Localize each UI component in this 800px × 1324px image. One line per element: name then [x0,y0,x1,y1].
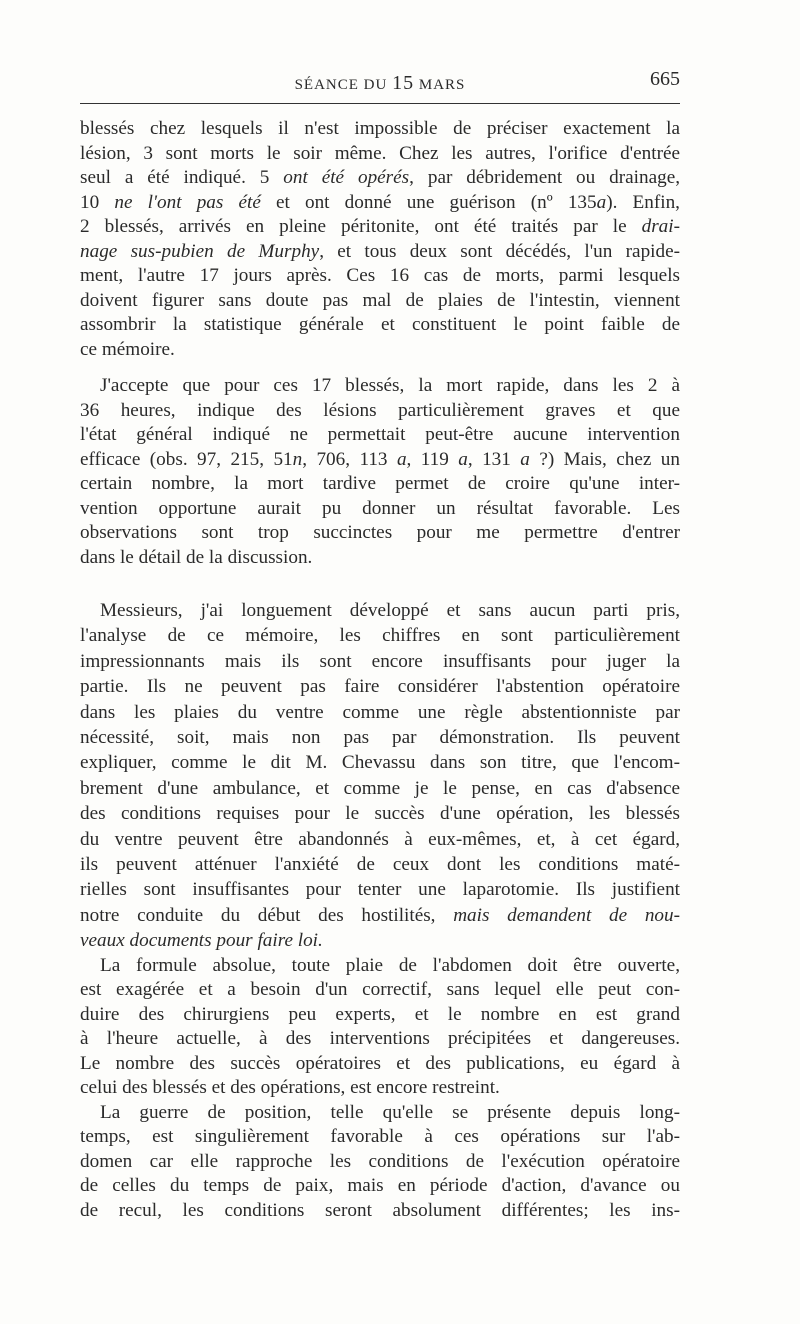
text-segment: ment, l'autre 17 jours après. Ces 16 cas de morts, parmi lesquels [80,265,680,286]
running-title-month: MARS [414,77,466,93]
text-segment: blessés chez lesquels il n'est impossible de préciser exactement la [80,118,680,139]
text-line [80,978,680,1003]
text-line [80,1150,680,1175]
italic-text: a [520,448,530,470]
text-line [80,399,680,424]
text-line [80,313,680,338]
text-segment: , 131 [467,448,521,470]
text-segment: J'accepte que pour ces 17 blessés, la mort rapide, dans les 2 à [100,375,680,396]
text-line [80,1125,680,1150]
text-line [80,649,680,674]
text-segment: temps, est singulièrement favorable à ces opérations sur l'ab- [80,1126,680,1148]
text-segment: Messieurs, j'ai longuement développé et sans aucun parti pris, [100,600,680,621]
text-segment: seul a été indiqué. 5 [80,167,284,188]
text-line [80,700,680,725]
text-line [80,928,680,953]
text-line [80,191,680,216]
text-segment: dans les plaies du ventre comme une règle abstentionniste par [80,701,680,723]
text-line [80,750,680,775]
text-line [80,1101,680,1126]
italic-text: nage sus-pubien de Murphy [80,240,320,262]
text-segment: dans le détail de la discussion. [80,546,313,568]
paragraph [80,374,680,570]
text-segment: domen car elle rapproche les conditions de l'exécution opératoire [80,1150,680,1172]
text-segment: est exagérée et a besoin d'un correctif, sans lequel elle peut con- [80,979,680,1001]
text-line [80,1003,680,1028]
page-number: 665 [650,68,680,90]
text-segment: , et tous deux sont décédés, l'un rapide- [319,240,680,262]
text-segment: partie. Ils ne peuvent pas faire considérer l'abstention opératoire [80,676,680,698]
running-title-text: SÉANCE DU [294,77,393,93]
text-line [80,142,680,167]
running-header [80,68,680,96]
text-segment: , par débridement ou drainage, [409,167,681,188]
text-line [80,852,680,877]
text-line [80,166,680,191]
header-rule [80,103,680,104]
text-segment: du ventre peuvent être abandonnés à eux-mêmes, et, à cet égard, [80,828,680,850]
paragraph [80,117,680,362]
running-title [80,72,680,95]
text-line [80,374,680,399]
text-line [80,877,680,902]
text-segment: impressionnants mais ils sont encore insuffisants pour juger la [80,650,680,672]
italic-text: ne l'ont pas été [114,191,261,213]
text-line [80,954,680,979]
text-segment: et ont donné une guérison (nº 135 [260,191,597,213]
italic-text: veaux documents pour faire loi. [80,930,323,952]
text-segment: brement d'une ambulance, et comme je le pense, en cas d'absence [80,777,680,799]
text-line [80,623,680,648]
text-line [80,725,680,750]
text-segment: duire des chirurgiens peu experts, et le nombre en est grand [80,1003,680,1025]
text-line [80,1174,680,1199]
body-text [80,117,680,1223]
text-segment: l'analyse de ce mémoire, les chiffres en sont particulièrement [80,625,680,647]
text-segment: 2 blessés, arrivés en pleine péritonite, ont été traités par le [80,216,642,237]
text-line [80,598,680,623]
text-line [80,497,680,522]
text-segment: celui des blessés et des opérations, est encore restreint. [80,1077,500,1099]
italic-text: mais demandent de nou- [453,904,681,926]
running-title-date: 15 [392,72,415,94]
text-line [80,448,680,473]
text-segment: Le nombre des succès opératoires et des publications, eu égard à [80,1052,680,1074]
italic-text: ont été opérés [283,167,410,188]
text-segment: , 119 [406,448,459,470]
text-segment: efficace (obs. 97, 215, 51 [80,448,293,470]
text-segment: , 706, 113 [302,448,397,470]
text-line [80,423,680,448]
italic-text: a [396,448,407,470]
text-line [80,264,680,289]
italic-text: a [596,191,607,213]
text-segment: nécessité, soit, mais non pas par démonstration. Ils peuvent [80,727,680,749]
text-segment: 10 [80,191,115,213]
text-segment: La formule absolue, toute plaie de l'abdomen doit être ouverte, [100,954,680,976]
text-line [80,117,680,142]
text-line [80,776,680,801]
text-line [80,674,680,699]
text-segment: ). Enfin, [606,191,680,213]
text-line [80,472,680,497]
text-line [80,1076,680,1101]
text-segment: ils peuvent atténuer l'anxiété de ceux dont les conditions maté- [80,854,680,876]
text-segment: de celles du temps de paix, mais en période d'action, d'avance ou [80,1175,680,1197]
paragraph [80,598,680,954]
text-line [80,1199,680,1224]
text-segment: rielles sont insuffisantes pour tenter une laparotomie. Ils justifient [80,879,680,901]
text-line [80,521,680,546]
text-segment: La guerre de position, telle qu'elle se présente depuis long- [100,1101,680,1123]
text-segment: 36 heures, indique des lésions particulièrement graves et que [80,399,680,421]
text-segment: à l'heure actuelle, à des interventions précipitées et dangereuses. [80,1028,680,1050]
italic-text: n [292,448,303,470]
text-line [80,546,680,571]
text-segment: notre conduite du début des hostilités, [80,904,454,926]
text-line [80,1052,680,1077]
text-line [80,1027,680,1052]
text-segment: l'état général indiqué ne permettait peut-être aucune intervention [80,424,680,445]
paragraph [80,1101,680,1224]
text-segment: expliquer, comme le dit M. Chevassu dans son titre, que l'encom- [80,752,680,774]
italic-text: drai- [641,216,680,237]
text-segment: certain nombre, la mort tardive permet de croire qu'une inter- [80,473,680,494]
text-line [80,215,680,240]
text-segment: ce mémoire. [80,338,175,360]
text-segment: doivent figurer sans doute pas mal de plaies de l'intestin, viennent [80,289,680,311]
text-segment: observations sont trop succinctes pour me permettre d'entrer [80,522,680,543]
text-line [80,338,680,363]
paragraph [80,954,680,1101]
text-segment: lésion, 3 sont morts le soir même. Chez les autres, l'orifice d'entrée [80,142,680,164]
text-segment: ?) Mais, chez un [529,448,680,470]
text-line [80,289,680,314]
text-line [80,240,680,265]
text-segment: assombrir la statistique générale et constituent le point faible de [80,314,680,335]
text-line [80,903,680,928]
text-line [80,827,680,852]
text-segment: de recul, les conditions seront absolument différentes; les ins- [80,1199,680,1221]
text-segment: vention opportune aurait pu donner un résultat favorable. Les [80,497,680,519]
italic-text: a [458,448,468,470]
text-segment: des conditions requises pour le succès d'une opération, les blessés [80,803,680,825]
text-line [80,801,680,826]
